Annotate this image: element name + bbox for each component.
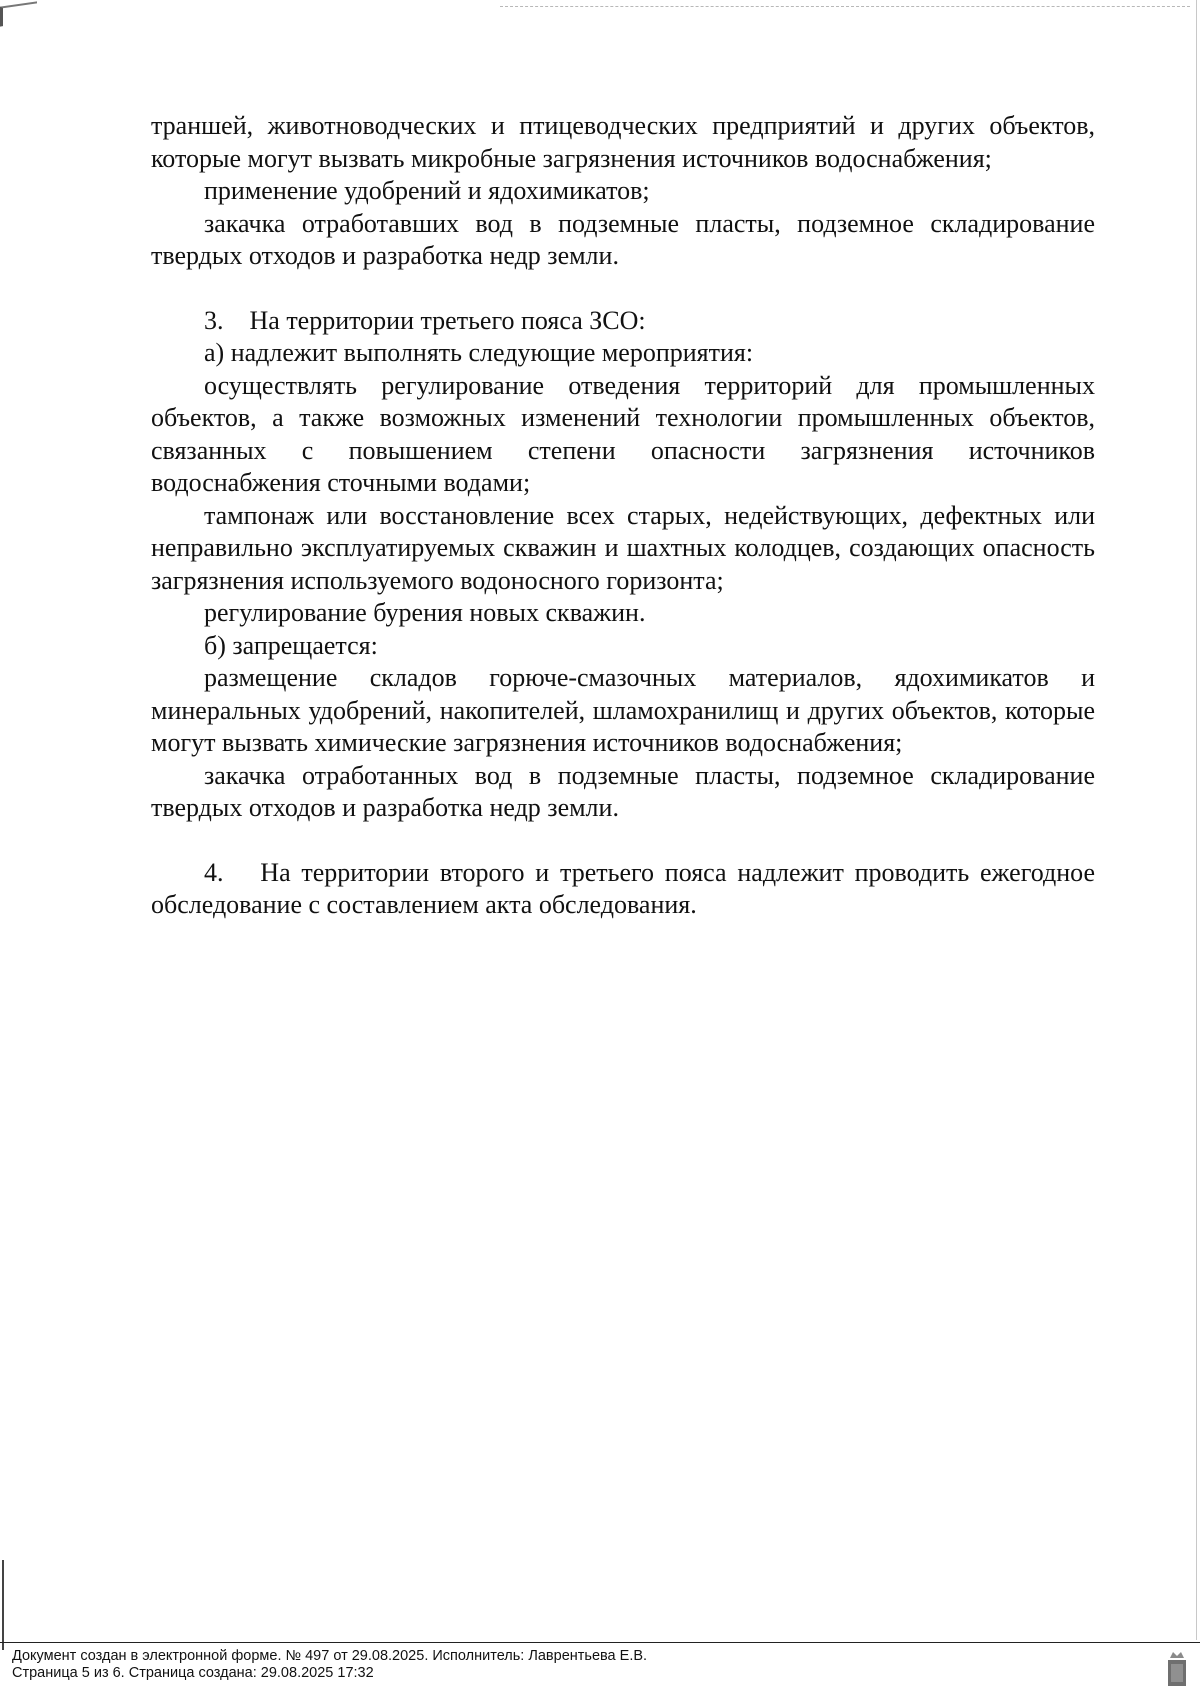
paragraph-fertilizers: применение удобрений и ядохимикатов; xyxy=(204,176,650,205)
paragraph-plugging: тампонаж или восстановление всех старых, недействующих, дефектных или неправильно эксплуатируемых скважин и шахтных колодцев, создающих опасность загрязнения используемого водоносного горизонта; xyxy=(151,500,1095,595)
paragraph-injection: закачка отработавших вод в подземные пласты, подземное складирование твердых отходов и разработка недр земли. xyxy=(151,208,1095,270)
footer-text xyxy=(12,1648,647,1682)
document-body xyxy=(151,110,1095,922)
scan-artifact-top-edge xyxy=(500,6,1190,7)
scan-artifact-corner xyxy=(0,1,37,26)
section-3-heading: 3. На территории третьего пояса ЗСО: xyxy=(204,305,646,335)
subsection-b: б) запрещается: xyxy=(204,630,378,660)
paragraph-regulation: осуществлять регулирование отведения территорий для промышленных объектов, а также возможных изменений технологии промышленных объектов, связанных с повышением степени опасности загрязнения источников водоснабжения сточными водами; xyxy=(151,370,1095,497)
paragraph-gap xyxy=(151,825,1095,857)
paragraph-injection-2: закачка отработанных вод в подземные пласты, подземное складирование твердых отходов и разработка недр земли. xyxy=(151,760,1095,822)
scan-artifact-right-edge xyxy=(1196,0,1197,1640)
paragraph-drilling: регулирование бурения новых скважин. xyxy=(204,598,646,627)
footer-document-info: Документ создан в электронной форме. № 497 от 29.08.2025. Исполнитель: Лаврентьева Е.В. xyxy=(12,1648,648,1664)
scan-artifact-left-edge xyxy=(2,1560,4,1650)
subsection-a: а) надлежит выполнять следующие мероприятия: xyxy=(204,338,754,367)
footer-page-info: Страница 5 из 6. Страница создана: 29.08.2025 17:32 xyxy=(12,1665,374,1681)
section-4: 4. На территории второго и третьего пояса надлежит проводить ежегодное обследование с составлением акта обследования. xyxy=(151,857,1095,919)
paragraph-gap xyxy=(151,273,1095,305)
coat-of-arms-icon xyxy=(1166,1648,1188,1688)
paragraph-storage: размещение складов горюче-смазочных материалов, ядохимикатов и минеральных удобрений, накопителей, шламохранилищ и других объектов, которые могут вызвать химические загрязнения источников водоснабжения; xyxy=(151,663,1095,757)
footer-divider xyxy=(0,1642,1200,1643)
paragraph-continuation: траншей, животноводческих и птицеводческих предприятий и других объектов, которые могут вызвать микробные загрязнения источников водоснабжения; xyxy=(151,111,1095,173)
page-footer xyxy=(0,1642,1200,1698)
